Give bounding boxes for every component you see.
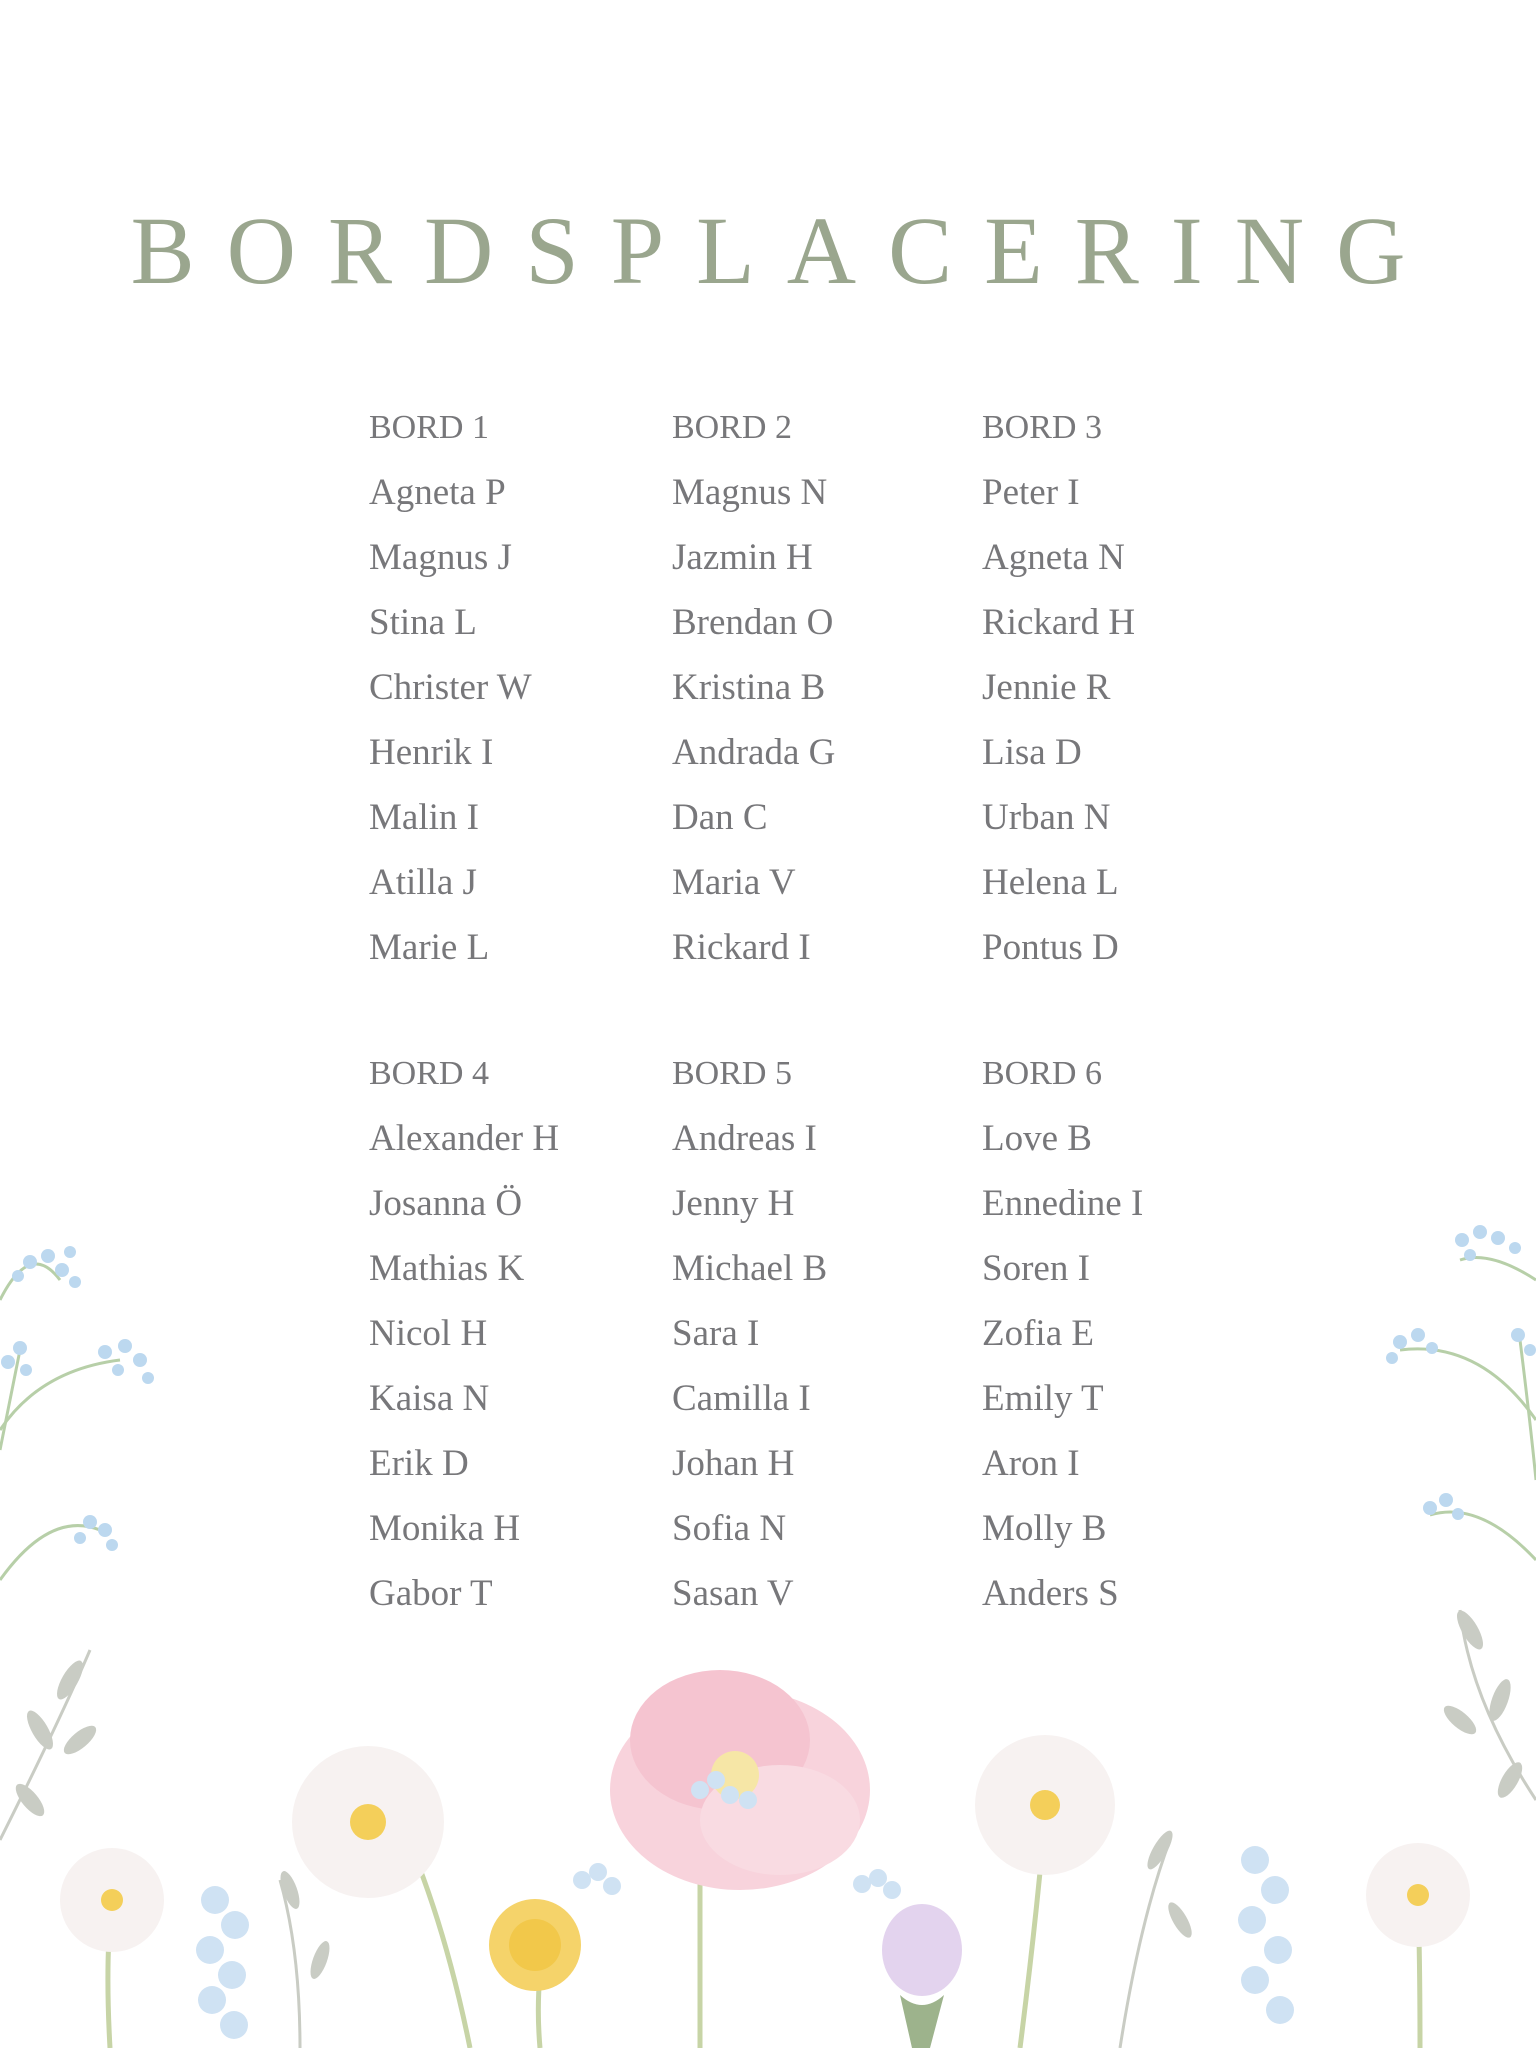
guest-name: Jenny H <box>672 1183 795 1224</box>
guest-name: Andreas I <box>672 1118 817 1159</box>
guest-name: Molly B <box>982 1508 1107 1549</box>
guest-name: Henrik I <box>369 732 494 773</box>
guest-name: Lisa D <box>982 732 1082 773</box>
guest-name: Malin I <box>369 797 479 838</box>
guest-name: Sara I <box>672 1313 760 1354</box>
table-label: BORD 4 <box>369 1055 489 1092</box>
forget-me-not-right-icon <box>1400 1258 1536 1561</box>
guest-name: Peter I <box>982 472 1080 513</box>
guest-name: Sofia N <box>672 1508 787 1549</box>
guest-name: Erik D <box>369 1443 469 1484</box>
guest-name: Josanna Ö <box>369 1183 523 1224</box>
guest-name: Nicol H <box>369 1313 488 1354</box>
purple-flower-icon <box>882 1904 962 2048</box>
guest-name: Marie L <box>369 927 490 968</box>
guest-name: Christer W <box>369 667 532 708</box>
table-label: BORD 5 <box>672 1055 792 1092</box>
guest-name: Jazmin H <box>672 537 813 578</box>
guest-name: Johan H <box>672 1443 795 1484</box>
page-title: BORDSPLACERING <box>130 197 1438 304</box>
yellow-flower-icon <box>489 1899 581 1991</box>
table-label: BORD 1 <box>369 409 489 446</box>
guest-name: Monika H <box>369 1508 521 1549</box>
guest-name: Anders S <box>982 1573 1119 1614</box>
table-label: BORD 3 <box>982 409 1102 446</box>
guest-name: Atilla J <box>369 862 477 903</box>
guest-name: Jennie R <box>982 667 1111 708</box>
guest-name: Rickard H <box>982 602 1136 643</box>
guest-name: Soren I <box>982 1248 1090 1289</box>
guest-name: Ennedine I <box>982 1183 1144 1224</box>
guest-name: Rickard I <box>672 927 811 968</box>
blue-blossoms-right <box>1386 1225 1536 1520</box>
guest-name: Maria V <box>672 862 796 903</box>
guest-name: Helena L <box>982 862 1119 903</box>
guest-name: Michael B <box>672 1248 828 1289</box>
guest-name: Agneta P <box>369 472 506 513</box>
guest-name: Mathias K <box>369 1248 525 1289</box>
guest-name: Magnus J <box>369 537 512 578</box>
guest-name: Zofia E <box>982 1313 1094 1354</box>
guest-name: Love B <box>982 1118 1092 1159</box>
guest-name: Camilla I <box>672 1378 811 1419</box>
guest-name: Sasan V <box>672 1573 794 1614</box>
guest-name: Brendan O <box>672 602 834 643</box>
guest-name: Urban N <box>982 797 1111 838</box>
guest-name: Magnus N <box>672 472 828 513</box>
guest-name: Aron I <box>982 1443 1080 1484</box>
table-label: BORD 2 <box>672 409 792 446</box>
guest-name: Andrada G <box>672 732 836 773</box>
guest-name: Emily T <box>982 1378 1104 1419</box>
table-label: BORD 6 <box>982 1055 1102 1092</box>
pink-peony-icon <box>610 1670 870 1890</box>
blue-blossoms-left <box>1 1246 154 1551</box>
guest-name: Kristina B <box>672 667 826 708</box>
guest-name: Stina L <box>369 602 477 643</box>
guest-name: Agneta N <box>982 537 1125 578</box>
guest-name: Kaisa N <box>369 1378 490 1419</box>
guest-name: Dan C <box>672 797 768 838</box>
guest-name: Pontus D <box>982 927 1119 968</box>
guest-name: Alexander H <box>369 1118 560 1159</box>
guest-name: Gabor T <box>369 1573 493 1614</box>
